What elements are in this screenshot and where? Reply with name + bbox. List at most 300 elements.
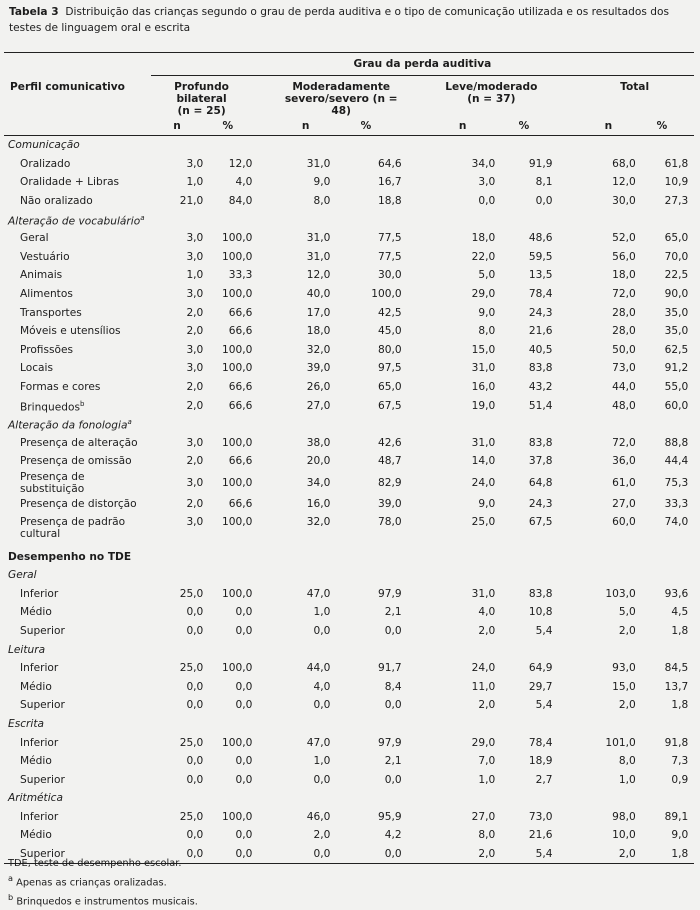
table-cell: 11,0 bbox=[471, 680, 496, 693]
table-cell: 18,0 bbox=[471, 232, 496, 245]
table-cell: 33,3 bbox=[664, 497, 689, 510]
table-cell: 7,3 bbox=[671, 755, 689, 768]
table-cell: 75,3 bbox=[664, 476, 689, 489]
table-cell: 3,0 bbox=[186, 250, 204, 263]
table-cell: 1,8 bbox=[671, 699, 689, 712]
row-label bbox=[4, 659, 151, 678]
row-label-text: Presença de distorção bbox=[20, 497, 137, 510]
table-cell: 2,0 bbox=[478, 699, 496, 712]
row-label-header: Perfil comunicativo bbox=[10, 80, 125, 93]
section-title-text: Geral bbox=[8, 569, 37, 582]
table-cell: 0,0 bbox=[235, 606, 253, 619]
table-cell: 1,8 bbox=[671, 624, 689, 637]
table-cell: 8,0 bbox=[478, 325, 496, 338]
table-row bbox=[4, 808, 694, 827]
section-title bbox=[4, 566, 694, 585]
table-cell: 8,0 bbox=[478, 829, 496, 842]
table-cell: 84,0 bbox=[228, 195, 253, 208]
table-cell: 29,7 bbox=[528, 680, 553, 693]
table-cell: 0,0 bbox=[186, 606, 204, 619]
table-cell: 26,0 bbox=[306, 381, 331, 394]
table-cell: 103,0 bbox=[605, 587, 636, 600]
table-cell: 12,0 bbox=[612, 176, 636, 189]
table-cell: 82,9 bbox=[378, 476, 402, 489]
section-title bbox=[4, 136, 694, 155]
section-header bbox=[4, 136, 694, 155]
table-cell: 93,6 bbox=[664, 587, 689, 600]
table-cell: 24,3 bbox=[528, 306, 553, 319]
footnote-marker: a bbox=[140, 213, 145, 222]
table-cell: 2,1 bbox=[384, 755, 402, 768]
row-label bbox=[4, 266, 151, 285]
table-cell: 2,0 bbox=[186, 306, 204, 319]
section-title-text: Comunicação bbox=[8, 139, 80, 152]
row-label bbox=[4, 303, 151, 322]
table-cell: 4,5 bbox=[671, 606, 689, 619]
table-cell: 0,0 bbox=[281, 845, 331, 864]
group-line1: Total bbox=[620, 81, 650, 93]
table-cell: 1,0 bbox=[313, 755, 331, 768]
row-label-text: Oralizado bbox=[20, 157, 71, 170]
table-cell: 66,6 bbox=[228, 497, 253, 510]
row-label-text: Formas e cores bbox=[20, 381, 101, 394]
table-cell: 7,0 bbox=[478, 755, 496, 768]
table-cell: 100,0 bbox=[222, 436, 253, 449]
table-cell: 2,0 bbox=[186, 455, 204, 468]
table-cell: 9,0 bbox=[478, 306, 496, 319]
table-cell: 100,0 bbox=[371, 288, 402, 301]
table-cell: 0,9 bbox=[671, 773, 689, 786]
table-row bbox=[4, 584, 694, 603]
table-cell: 77,5 bbox=[378, 250, 402, 263]
row-label-text: Animais bbox=[20, 269, 63, 282]
table-cell: 74,0 bbox=[664, 516, 689, 529]
group-line2: (n = 25) bbox=[177, 105, 226, 117]
table-cell: 19,0 bbox=[471, 399, 496, 412]
table-cell: 32,0 bbox=[306, 343, 331, 356]
table-cell: 16,0 bbox=[471, 381, 496, 394]
table-row bbox=[4, 285, 694, 304]
table-cell: 88,8 bbox=[664, 436, 689, 449]
table-cell: 5,4 bbox=[535, 624, 553, 637]
table-row bbox=[4, 752, 694, 771]
footnote-tde: TDE, teste de desempenho escolar. bbox=[8, 858, 182, 869]
group-line1: Moderadamente bbox=[292, 81, 391, 93]
table-cell: 72,0 bbox=[612, 288, 636, 301]
table-row bbox=[4, 677, 694, 696]
group-header bbox=[281, 76, 402, 118]
row-label-text: Presença de alteração bbox=[20, 436, 138, 449]
table-cell: 10,0 bbox=[612, 829, 636, 842]
row-label-text: Superior bbox=[20, 773, 65, 786]
table-cell: 97,5 bbox=[378, 362, 402, 375]
table-cell: 0,0 bbox=[235, 755, 253, 768]
row-label-text: Não oralizado bbox=[20, 195, 93, 208]
table-cell: 27,0 bbox=[471, 810, 496, 823]
table-cell: 34,0 bbox=[471, 157, 496, 170]
table-cell: 3,0 bbox=[186, 516, 204, 529]
row-label bbox=[4, 192, 151, 211]
table-cell: 8,4 bbox=[384, 680, 402, 693]
table-cell: 24,0 bbox=[471, 662, 496, 675]
table-cell: 21,0 bbox=[179, 195, 204, 208]
section-title-text: Aritmética bbox=[8, 792, 63, 805]
table-cell: 42,5 bbox=[378, 306, 402, 319]
table-cell: 60,0 bbox=[664, 399, 689, 412]
table-cell: 10,9 bbox=[664, 176, 689, 189]
table-cell: 0,0 bbox=[203, 845, 252, 864]
table-cell: 35,0 bbox=[664, 306, 689, 319]
table-cell: 15,0 bbox=[471, 343, 496, 356]
row-label-text: Vestuário bbox=[20, 250, 70, 263]
row-label-text: Inferior bbox=[20, 810, 59, 823]
table-row bbox=[4, 622, 694, 641]
section-header bbox=[4, 415, 694, 434]
table-cell: 28,0 bbox=[612, 306, 636, 319]
table-cell: 4,0 bbox=[313, 680, 331, 693]
table-cell: 0,0 bbox=[235, 680, 253, 693]
data-table bbox=[4, 52, 694, 864]
subcol-header: n bbox=[151, 117, 204, 136]
table-cell: 9,0 bbox=[478, 497, 496, 510]
row-label bbox=[4, 285, 151, 304]
table-cell: 47,0 bbox=[306, 587, 331, 600]
table-cell: 27,0 bbox=[612, 497, 636, 510]
row-label bbox=[4, 752, 151, 771]
table-cell: 2,1 bbox=[384, 606, 402, 619]
table-cell: 22,5 bbox=[664, 269, 689, 282]
table-cell: 100,0 bbox=[222, 288, 253, 301]
table-row bbox=[4, 396, 694, 415]
row-label-text: Presença de padrão bbox=[20, 516, 126, 529]
table-cell: 0,0 bbox=[235, 699, 253, 712]
table-cell: 48,7 bbox=[378, 455, 402, 468]
row-label bbox=[4, 826, 151, 845]
group-line2: (n = 37) bbox=[467, 93, 516, 105]
table-cell: 22,0 bbox=[471, 250, 496, 263]
table-cell: 2,0 bbox=[313, 829, 331, 842]
row-label bbox=[4, 229, 151, 248]
table-cell: 48,0 bbox=[612, 399, 636, 412]
table-cell: 10,8 bbox=[528, 606, 553, 619]
table-cell: 66,6 bbox=[228, 455, 253, 468]
table-cell: 0,0 bbox=[186, 624, 204, 637]
table-cell: 100,0 bbox=[222, 662, 253, 675]
table-cell: 78,4 bbox=[528, 288, 553, 301]
table-cell: 65,0 bbox=[664, 232, 689, 245]
footnote-a-mark: a bbox=[8, 873, 13, 883]
row-label bbox=[4, 396, 151, 415]
table-cell: 3,0 bbox=[186, 343, 204, 356]
table-cell: 34,0 bbox=[306, 476, 331, 489]
row-label-text: Médio bbox=[20, 680, 52, 693]
table-cell: 25,0 bbox=[471, 516, 496, 529]
table-cell: 100,0 bbox=[222, 810, 253, 823]
table-cell: 29,0 bbox=[471, 288, 496, 301]
group-header bbox=[581, 76, 688, 118]
footnote-b-text: Brinquedos e instrumentos musicais. bbox=[16, 896, 198, 908]
row-label bbox=[4, 770, 151, 789]
group-line2: severo/severo (n = 48) bbox=[284, 93, 398, 117]
table-cell: 0,0 bbox=[313, 624, 331, 637]
table-caption bbox=[9, 4, 693, 36]
table-cell: 39,0 bbox=[306, 362, 331, 375]
row-label bbox=[4, 808, 151, 827]
table-cell: 24,0 bbox=[471, 476, 496, 489]
table-cell: 37,8 bbox=[528, 455, 553, 468]
section-title bbox=[4, 210, 694, 229]
table-row bbox=[4, 266, 694, 285]
table-cell: 66,6 bbox=[228, 325, 253, 338]
table-cell: 9,0 bbox=[671, 829, 689, 842]
section-title bbox=[4, 640, 694, 659]
section-title-text: Alteração de vocabulário bbox=[8, 215, 141, 228]
table-cell: 1,0 bbox=[618, 773, 636, 786]
table-row bbox=[4, 659, 694, 678]
row-label bbox=[4, 434, 151, 453]
table-cell: 2,0 bbox=[186, 325, 204, 338]
table-cell: 25,0 bbox=[179, 736, 204, 749]
table-row bbox=[4, 248, 694, 267]
table-row bbox=[4, 495, 694, 514]
table-cell: 25,0 bbox=[179, 810, 204, 823]
group-title: Grau da perda auditiva bbox=[151, 53, 694, 76]
table-cell: 31,0 bbox=[306, 157, 331, 170]
table-cell: 2,0 bbox=[478, 624, 496, 637]
table-cell: 3,0 bbox=[186, 476, 204, 489]
row-label-text: Oralidade + Libras bbox=[20, 176, 120, 189]
row-label-text: Profissões bbox=[20, 343, 74, 356]
table-cell: 18,0 bbox=[306, 325, 331, 338]
table-cell: 39,0 bbox=[378, 497, 402, 510]
table-cell: 47,0 bbox=[306, 736, 331, 749]
row-label bbox=[4, 696, 151, 715]
row-label-text: Inferior bbox=[20, 736, 59, 749]
row-label bbox=[4, 155, 151, 174]
row-label bbox=[4, 733, 151, 752]
table-cell: 100,0 bbox=[222, 516, 253, 529]
table-cell: 3,0 bbox=[186, 362, 204, 375]
row-label-text: Superior bbox=[20, 624, 65, 637]
table-cell: 66,6 bbox=[228, 381, 253, 394]
section-title-text: Desempenho no TDE bbox=[8, 550, 132, 563]
row-label-text: Locais bbox=[20, 362, 53, 375]
section-header bbox=[4, 210, 694, 229]
row-label-text: Brinquedos bbox=[20, 401, 80, 414]
table-cell: 17,0 bbox=[306, 306, 331, 319]
table-cell: 21,6 bbox=[528, 325, 553, 338]
row-label-text: Superior bbox=[20, 848, 65, 861]
row-label bbox=[4, 677, 151, 696]
table-cell: 52,0 bbox=[612, 232, 636, 245]
table-cell: 56,0 bbox=[612, 250, 636, 263]
row-label bbox=[4, 622, 151, 641]
group-line1: Profundo bilateral bbox=[174, 81, 229, 105]
row-label bbox=[4, 452, 151, 471]
table-cell: 25,0 bbox=[179, 662, 204, 675]
table-cell: 29,0 bbox=[471, 736, 496, 749]
table-row bbox=[4, 696, 694, 715]
table-row bbox=[4, 733, 694, 752]
table-cell: 1,8 bbox=[636, 845, 688, 864]
table-cell: 0,0 bbox=[235, 624, 253, 637]
footnote-a-text: Apenas as crianças oralizadas. bbox=[16, 877, 167, 889]
table-cell: 1,0 bbox=[478, 773, 496, 786]
table-cell: 27,3 bbox=[664, 195, 689, 208]
row-label-text: Geral bbox=[20, 232, 49, 245]
group-line1: Leve/moderado bbox=[445, 81, 538, 93]
table-cell: 3,0 bbox=[186, 157, 204, 170]
table-cell: 4,0 bbox=[478, 606, 496, 619]
table-cell: 91,7 bbox=[378, 662, 402, 675]
table-cell: 5,4 bbox=[495, 845, 552, 864]
table-cell: 89,1 bbox=[664, 810, 689, 823]
table-cell: 45,0 bbox=[378, 325, 402, 338]
row-label bbox=[4, 322, 151, 341]
footnote-a bbox=[8, 871, 198, 890]
table-cell: 100,0 bbox=[222, 250, 253, 263]
row-label-text: Inferior bbox=[20, 587, 59, 600]
row-label-text: Médio bbox=[20, 829, 52, 842]
table-cell: 2,0 bbox=[430, 845, 495, 864]
row-label bbox=[4, 603, 151, 622]
table-cell: 97,9 bbox=[378, 587, 402, 600]
table-cell: 5,4 bbox=[535, 699, 553, 712]
table-cell: 31,0 bbox=[306, 250, 331, 263]
table-cell: 43,2 bbox=[528, 381, 553, 394]
table-cell: 8,0 bbox=[618, 755, 636, 768]
table-cell: 0,0 bbox=[186, 755, 204, 768]
table-cell: 65,0 bbox=[378, 381, 402, 394]
table-cell: 40,0 bbox=[306, 288, 331, 301]
table-cell: 28,0 bbox=[612, 325, 636, 338]
table-cell: 2,0 bbox=[618, 624, 636, 637]
table-cell: 3,0 bbox=[186, 232, 204, 245]
table-row bbox=[4, 603, 694, 622]
section-title bbox=[4, 789, 694, 808]
subcol-header: % bbox=[495, 117, 552, 136]
table-cell: 18,0 bbox=[612, 269, 636, 282]
table-cell: 66,6 bbox=[228, 306, 253, 319]
table-cell: 64,6 bbox=[378, 157, 402, 170]
table-cell: 67,5 bbox=[528, 516, 553, 529]
table-cell: 14,0 bbox=[471, 455, 496, 468]
section-title-text: Leitura bbox=[8, 643, 46, 656]
table-cell: 3,0 bbox=[186, 288, 204, 301]
table-cell: 8,0 bbox=[313, 195, 331, 208]
table-cell: 40,5 bbox=[528, 343, 553, 356]
table-row bbox=[4, 434, 694, 453]
table-cell: 62,5 bbox=[664, 343, 689, 356]
table-cell: 93,0 bbox=[612, 662, 636, 675]
table-cell: 0,0 bbox=[151, 845, 204, 864]
table-cell: 100,0 bbox=[222, 476, 253, 489]
row-label-text: Médio bbox=[20, 755, 52, 768]
table-cell: 100,0 bbox=[222, 232, 253, 245]
table-cell: 100,0 bbox=[222, 736, 253, 749]
subcol-header: % bbox=[636, 117, 688, 136]
table-cell: 4,0 bbox=[235, 176, 253, 189]
subcol-header: n bbox=[581, 117, 636, 136]
table-cell: 2,7 bbox=[535, 773, 553, 786]
table-cell: 2,0 bbox=[186, 497, 204, 510]
row-label bbox=[4, 341, 151, 360]
table-cell: 84,5 bbox=[664, 662, 689, 675]
table-cell: 0,0 bbox=[384, 699, 402, 712]
table-cell: 78,4 bbox=[528, 736, 553, 749]
section-header bbox=[4, 640, 694, 659]
section-header bbox=[4, 566, 694, 585]
table-cell: 83,8 bbox=[528, 587, 553, 600]
group-header bbox=[430, 76, 552, 118]
table-cell: 1,0 bbox=[186, 176, 204, 189]
table-row bbox=[4, 359, 694, 378]
table-cell: 91,9 bbox=[528, 157, 553, 170]
section-title bbox=[4, 547, 694, 566]
table-row bbox=[4, 826, 694, 845]
table-cell: 0,0 bbox=[478, 195, 496, 208]
table-cell: 46,0 bbox=[306, 810, 331, 823]
table-cell: 83,8 bbox=[528, 436, 553, 449]
section-title-text: Alteração da fonologia bbox=[8, 419, 128, 432]
section-header bbox=[4, 547, 694, 566]
table-cell: 16,7 bbox=[378, 176, 402, 189]
table-cell: 3,0 bbox=[186, 436, 204, 449]
table-cell: 70,0 bbox=[664, 250, 689, 263]
row-label bbox=[4, 584, 151, 603]
table-cell: 24,3 bbox=[528, 497, 553, 510]
table-label: Tabela 3 bbox=[9, 6, 59, 18]
table-body bbox=[4, 136, 694, 864]
table-cell: 2,0 bbox=[186, 399, 204, 412]
table-cell: 0,0 bbox=[384, 624, 402, 637]
subcol-header: n bbox=[430, 117, 495, 136]
row-label bbox=[4, 378, 151, 397]
table-row bbox=[4, 303, 694, 322]
table-cell: 100,0 bbox=[222, 587, 253, 600]
table-row bbox=[4, 192, 694, 211]
table-cell: 78,0 bbox=[378, 516, 402, 529]
table-cell: 51,4 bbox=[528, 399, 553, 412]
row-label bbox=[4, 495, 151, 514]
table-cell: 44,4 bbox=[664, 455, 689, 468]
table-cell: 33,3 bbox=[228, 269, 253, 282]
table-cell: 2,0 bbox=[581, 845, 636, 864]
table-header bbox=[4, 53, 694, 136]
table-cell: 32,0 bbox=[306, 516, 331, 529]
row-label-text: Presença de substituição bbox=[20, 470, 85, 495]
section-header bbox=[4, 715, 694, 734]
table-cell: 3,0 bbox=[478, 176, 496, 189]
subcol-header: n bbox=[281, 117, 331, 136]
table-cell: 31,0 bbox=[471, 362, 496, 375]
section-title-text: Escrita bbox=[8, 717, 44, 730]
table-cell: 64,8 bbox=[528, 476, 553, 489]
table-cell: 97,9 bbox=[378, 736, 402, 749]
row-label-text: Médio bbox=[20, 606, 52, 619]
table-cell: 30,0 bbox=[378, 269, 402, 282]
footnote-b-mark: b bbox=[8, 892, 14, 903]
table-cell: 2,0 bbox=[618, 699, 636, 712]
table-cell: 73,0 bbox=[612, 362, 636, 375]
table-cell: 80,0 bbox=[378, 343, 402, 356]
table-cell: 100,0 bbox=[222, 343, 253, 356]
table-cell: 0,0 bbox=[235, 773, 253, 786]
table-cell: 20,0 bbox=[306, 455, 331, 468]
table-cell: 13,7 bbox=[664, 680, 689, 693]
row-label-text: Alimentos bbox=[20, 288, 73, 301]
section-title bbox=[4, 415, 694, 434]
